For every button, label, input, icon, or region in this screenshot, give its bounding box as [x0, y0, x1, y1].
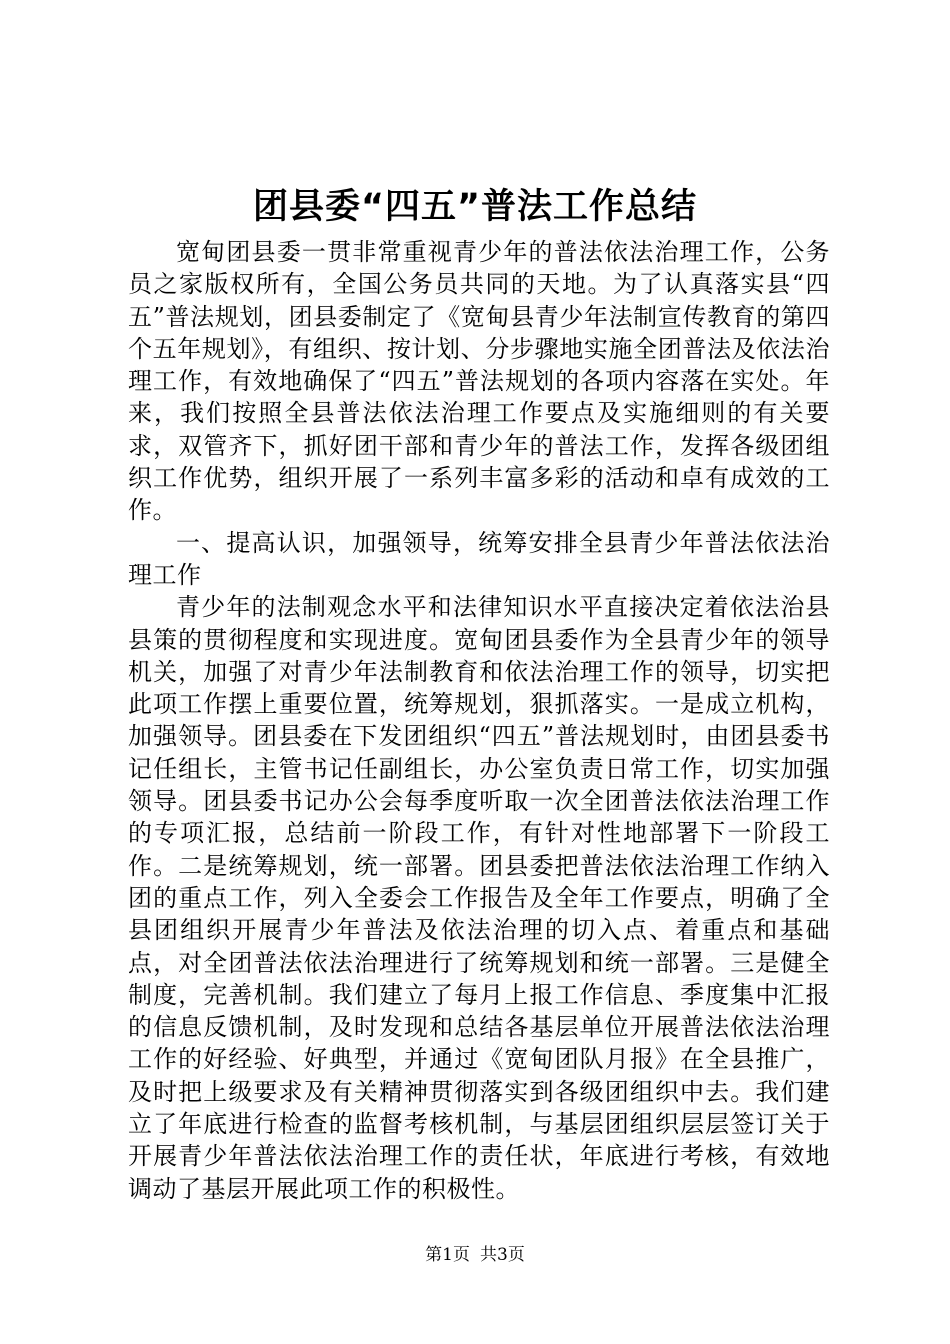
section-heading-1: 一、提高认识，加强领导，统筹安排全县青少年普法依法治理工作 [128, 528, 830, 589]
document-body [128, 236, 830, 1205]
page-number: 第1页 [425, 1245, 470, 1265]
paragraph-section-1: 青少年的法制观念水平和法律知识水平直接决定着依法治县县策的贯彻程度和实现进度。宽甸团县委作为全县青少年的领导机关，加强了对青少年法制教育和依法治理工作的领导，切实把此项工作摆上重要位置，统筹规划，狠抓落实。一是成立机构，加强领导。团县委在下发团组织“四五”普法规划时，由团县委书记任组长，主管书记任副组长，办公室负责日常工作，切实加强领导。团县委书记办公会每季度听取一次全团普法依法治理工作的专项汇报，总结前一阶段工作，有针对性地部署下一阶段工作。二是统筹规划，统一部署。团县委把普法依法治理工作纳入团的重点工作，列入全委会工作报告及全年工作要点，明确了全县团组织开展青少年普法及依法治理的切入点、着重点和基础点，对全团普法依法治理进行了统筹规划和统一部署。三是健全制度，完善机制。我们建立了每月上报工作信息、季度集中汇报的信息反馈机制，及时发现和总结各基层单位开展普法依法治理工作的好经验、好典型，并通过《宽甸团队月报》在全县推广，及时把上级要求及有关精神贯彻落实到各级团组织中去。我们建立了年底进行检查的监督考核机制，与基层团组织层层签订关于开展青少年普法依法治理工作的责任状，年底进行考核，有效地调动了基层开展此项工作的积极性。 [128, 593, 830, 1203]
document-title: 团县委“四五”普法工作总结 [252, 187, 697, 227]
page-footer [0, 1244, 950, 1266]
page-total: 共3页 [480, 1245, 525, 1265]
paragraph-intro: 宽甸团县委一贯非常重视青少年的普法依法治理工作，公务员之家版权所有，全国公务员共同的天地。为了认真落实县“四五”普法规划，团县委制定了《宽甸县青少年法制宣传教育的第四个五年规划》，有组织、按计划、分步骤地实施全团普法及依法治理工作，有效地确保了“四五”普法规划的各项内容落在实处。年来，我们按照全县普法依法治理工作要点及实施细则的有关要求，双管齐下，抓好团干部和青少年的普法工作，发挥各级团组织工作优势，组织开展了一系列丰富多彩的活动和卓有成效的工作。 [128, 238, 830, 525]
